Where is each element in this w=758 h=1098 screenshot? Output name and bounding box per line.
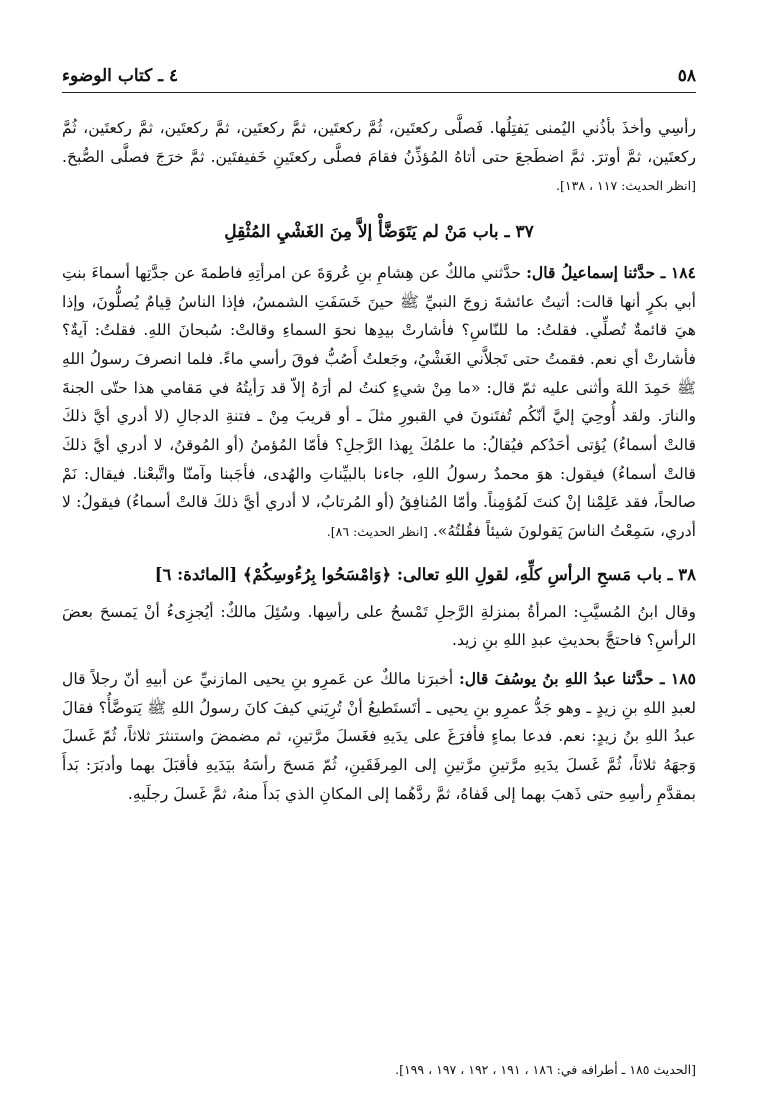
- hadith-184: [62, 259, 696, 547]
- hadith-185-text: أخبرَنا مالكٌ عن عَمرِو بنِ يحيى المازنيِّ عن أبيهِ أنّ رجلاً قال لعبدِ اللهِ بنِ زيدٍ ـ وهو جَدُّ عمرِو بنِ يحيى ـ أتَستَطيعُ أنْ تُرِيَني كيفَ كانَ رسولُ اللهِ ﷺ يَتوضَّأُ؟ فقالَ عبدُ اللهِ بنُ زيدٍ: نعم. فدعا بماءٍ فأفرَغَ على يدَيهِ فغَسلَ مرَّتينِ، ثم مضمضَ واستنثرَ ثلاثاً، ثُمّ غَسلَ وَجهَهُ ثلاثاً، ثُمَّ غَسلَ يدَيهِ مرَّتينِ مرَّتينِ إلى المِرفَقَينِ، ثُمّ مَسحَ رأسَهُ بيَدَيهِ فأقبَلَ بهما وأدبَرَ: بَدأَ بمقدَّمِ رأسِهِ حتى ذَهبَ بهما إلى قَفاهُ، ثمَّ ردَّهُما إلى المكانِ الذي بَدأَ منهُ، ثمَّ غَسلَ رجلَيهِ.: [62, 669, 696, 803]
- hadith-continuation: [62, 114, 696, 201]
- hadith-185-chain: ١٨٥ ـ حدَّثنا عبدُ اللهِ بنُ يوسُفَ قال:: [459, 668, 696, 688]
- hadith-184-ref: [انظر الحديث: ٨٦].: [326, 524, 428, 540]
- chapter-38-title: ٣٨ ـ باب مَسحِ الرأسِ كلِّهِ، لقولِ اللهِ تعالى: ﴿وَامْسَحُوا بِرُءُوسِكُمْ﴾ [المائدة: ٦]: [154, 564, 696, 584]
- header-divider: [62, 92, 696, 93]
- hadith-185: [62, 665, 696, 809]
- hadith-184-text: حدَّثني مالكٌ عن هِشامِ بنِ عُروَةَ عن امرأتِهِ فاطمةَ عن جدَّتِها أسماءَ بنتِ أبي بكرٍ أنها قالت: أتيتُ عائشةَ زوجَ النبيِّ ﷺ حينَ خَسَفَتِ الشمسُ، فإذا الناسُ قِيامٌ يُصلُّونَ، وإذا هيَ قائمةٌ تُصلِّي. فقلتُ: ما للنّاسِ؟ فأشارتْ بيدِها نحوَ السماءِ وقالتْ: سُبحانَ اللهِ. فقلتُ: آيةٌ؟ فأشارتْ أي نعم. فقمتُ حتى تَجلاَّني الغَشْيُ، وجَعلتُ أَصُبُّ فوقَ رأسي ماءً. فلما انصرفَ رسولُ اللهِ ﷺ حَمِدَ اللهَ وأثنى عليه ثمّ قال: «ما مِنْ شيءٍ كنتُ لم أرَهُ إلاّ قد رَأيتُهُ في مَقامي هذا حتّى الجنةَ والنارَ. ولقد أُوحِيَ إليَّ أنّكُم تُفتَنونَ في القبورِ مثلَ ـ أو قريبَ مِنْ ـ فتنةِ الدجالِ (لا أدري أيَّ ذلكَ قالتْ أسماءُ) يُؤتى أحَدُكم فيُقالُ: ما علمُكَ بِهذا الرَّجلِ؟ فأمّا المُؤمنُ (أو المُوقنُ، لا أدري أيَّ ذلكَ قالتْ أسماءُ) فيقول: هوَ محمدٌ رسولُ اللهِ، جاءنا بالبيِّناتِ والهُدى، فأجَبنا وآمنّا واتَّبعْنا. فيقال: نَمْ صالحاً، فقد عَلِمْنا إنْ كنتَ لَمُؤمِناً. وأمّا المُنافِقُ (أو المُرتابُ، لا أدري أيَّ ذلكَ قالتْ أسماءُ) فيقولُ: لا أدري، سَمِعْتُ الناسَ يَقولونَ شيئاً فقُلتُهُ».: [62, 263, 696, 541]
- hadith-continuation-ref: [انظر الحديث: ١١٧ ، ١٣٨].: [556, 178, 696, 194]
- paragraph-gap: [62, 655, 696, 665]
- page-body: [62, 114, 696, 808]
- chapter-37-title: ٣٧ ـ باب مَنْ لم يَتَوَضَّأْ إلاَّ مِنَ الغَشْيِ المُثْقِلِ: [224, 222, 534, 243]
- hadith-continuation-text: رأسِي وأخذَ بأذُني اليُمنى يَفتِلُها. فَصلَّى ركعتَين، ثُمَّ ركعتَين، ثمَّ ركعتَين، ثمَّ ركعتَين، ثمَّ ركعتَين، ثُمَّ ركعتَين، ثمَّ أوترَ. ثمَّ اضطَجعَ حتى أتاهُ المُؤذِّنُ فقامَ فصلَّى ركعتَينِ خَفيفتَين. ثمَّ خرَجَ فصلَّى الصُّبحَ.: [62, 119, 696, 166]
- running-header: [62, 62, 696, 90]
- footnote: [الحديث ١٨٥ ـ أطرافه في: ١٨٦ ، ١٩١ ، ١٩٢ ، ١٩٧ ، ١٩٩].: [395, 1062, 696, 1077]
- chapter-38-intro: وقال ابنُ المُسيَّبِ: المرأةُ بمنزلةِ الرَّجلِ تَمْسحُ على رأسِها. وسُئِلَ مالكٌ: أيُجزِىءُ أنْ يَمسحَ بعضَ الرأسِ؟ فاحتجَّ بحديثِ عبدِ اللهِ بنِ زيد.: [62, 602, 696, 650]
- book-title: ٤ ـ كتاب الوضوء: [62, 66, 179, 86]
- hadith-184-chain: ١٨٤ ـ حدَّثنا إسماعيلُ قال:: [526, 262, 696, 282]
- page-number: ٥٨: [677, 66, 696, 86]
